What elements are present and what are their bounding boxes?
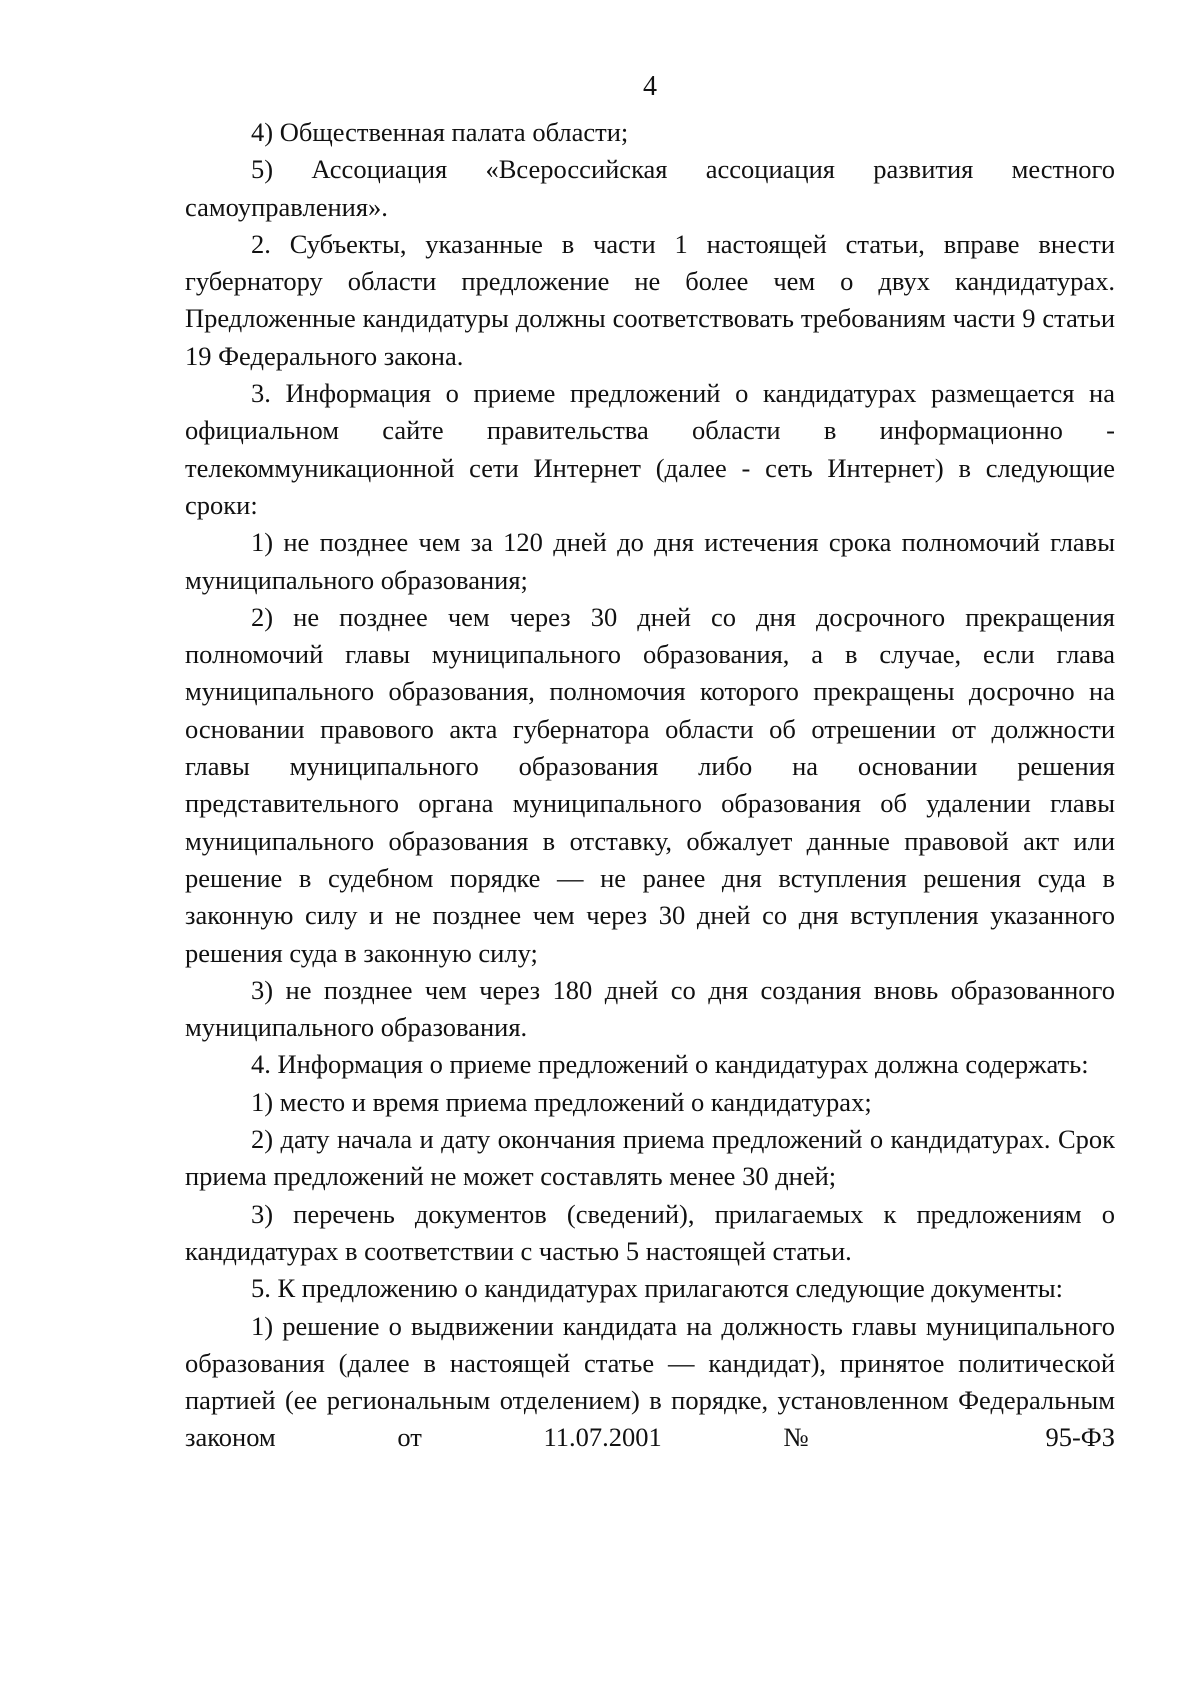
paragraph-part-4: 4. Информация о приеме предложений о кандидатурах должна содержать:: [251, 1049, 1089, 1080]
paragraph-part-3-item-2: 2) не позднее чем через 30 дней со дня досрочного прекращения полномочий главы муниципального образования, а в случае, если глава муниципального образования, полномочия которого прекращены досрочно на основании правового акта губернатора области об отрешении от должности главы муниципального образования либо на основании решения представительного органа муниципального образования об удалении главы муниципального образования в отставку, обжалует данные правовой акт или решение в судебном порядке — не ранее дня вступления решения суда в законную силу и не позднее чем через 30 дней со дня вступления указанного решения суда в законную силу;: [185, 601, 1115, 968]
paragraph-part-5: 5. К предложению о кандидатурах прилагаются следующие документы:: [251, 1273, 1063, 1304]
paragraph-part-4-item-3: 3) перечень документов (сведений), прилагаемых к предложениям о кандидатурах в соответствии с частью 5 настоящей статьи.: [185, 1198, 1115, 1266]
paragraph-item-4-public-chamber: 4) Общественная палата области;: [251, 117, 629, 147]
paragraph-part-3-item-3: 3) не позднее чем через 180 дней со дня создания вновь образованного муниципального образования.: [185, 974, 1115, 1043]
paragraph-part-3-item-1: 1) не позднее чем за 120 дней до дня истечения срока полномочий главы муниципального образования;: [185, 527, 1115, 595]
page-number: 4: [643, 71, 657, 102]
paragraph-item-5-association: 5) Ассоциация «Всероссийская ассоциация развития местного самоуправления».: [185, 154, 1115, 222]
paragraph-part-2: 2. Субъекты, указанные в части 1 настоящей статьи, вправе внести губернатору области предложение не более чем о двух кандидатурах. Предложенные кандидатуры должны соответствовать требованиям части 9 статьи 19 Федерального закона.: [185, 228, 1115, 371]
paragraph-part-5-item-1: 1) решение о выдвижении кандидата на должность главы муниципального образования (далее в настоящей статье — кандидат), принятое политической партией (ее региональным отделением) в порядке, установленном Федеральным законом от 11.07.2001 № 95-ФЗ: [185, 1310, 1115, 1453]
paragraph-part-4-item-1: 1) место и время приема предложений о кандидатурах;: [251, 1086, 872, 1117]
paragraph-part-4-item-2: 2) дату начала и дату окончания приема предложений о кандидатурах. Срок приема предложений не может составлять менее 30 дней;: [185, 1124, 1115, 1192]
paragraph-part-3: 3. Информация о приеме предложений о кандидатурах размещается на официальном сайте правительства области в информационно - телекоммуникационной сети Интернет (далее - сеть Интернет) в следующие сроки:: [185, 378, 1115, 520]
document-body: [185, 114, 1115, 1457]
